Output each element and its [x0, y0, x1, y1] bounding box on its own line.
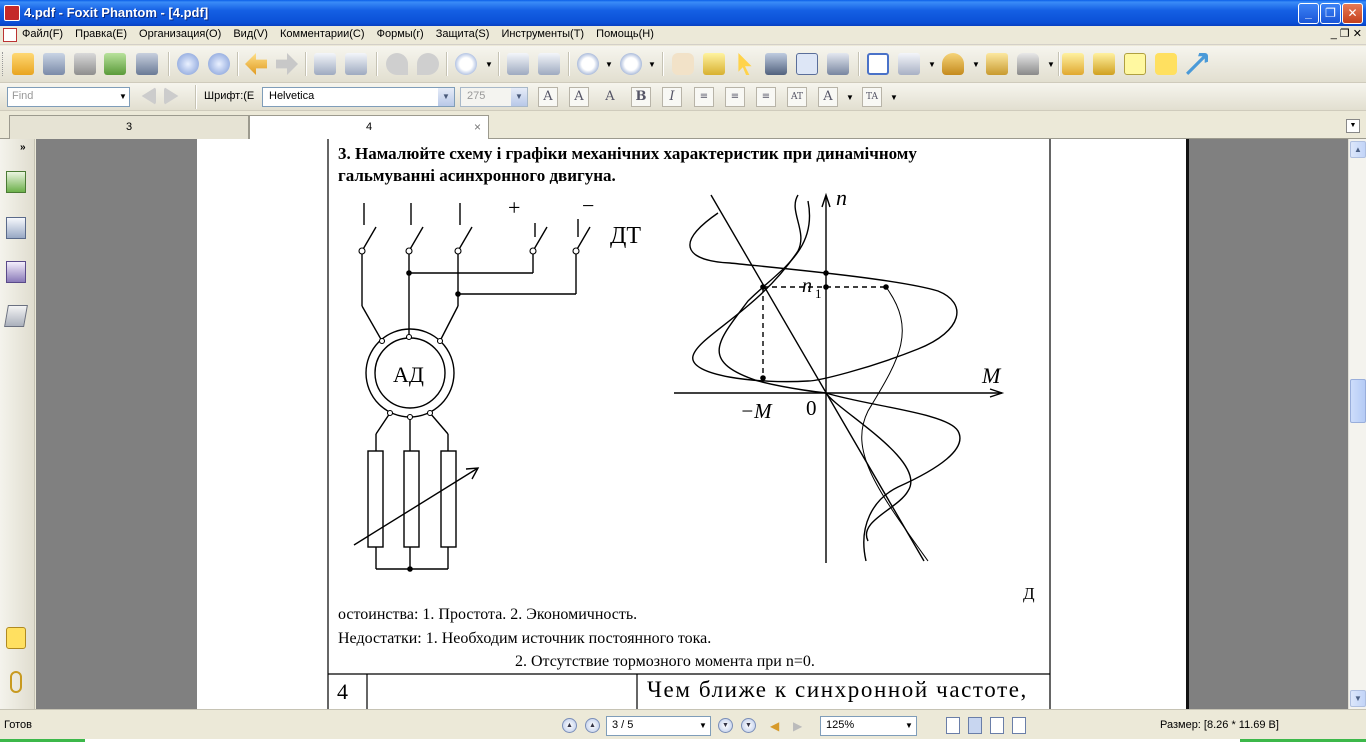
axis-m-label: M [982, 363, 1001, 388]
history-forward-icon[interactable]: ▶ [793, 719, 803, 733]
toolbar-separator [305, 52, 307, 76]
origin-label: 0 [806, 396, 817, 420]
vertical-scrollbar[interactable] [1348, 139, 1366, 709]
dc-plus-label: + [508, 195, 521, 220]
disadvantages-line1: Недостатки: 1. Необходим источник постоянного тока. [338, 630, 712, 647]
toolbar-separator [237, 52, 239, 76]
navigation-panel [0, 139, 35, 709]
email-icon[interactable] [104, 53, 126, 75]
font-family-select[interactable] [262, 87, 455, 107]
dt-label: ДТ [610, 223, 642, 249]
next-row-text: Чем ближе к синхронной частоте, [647, 677, 1028, 702]
toolbar-separator [195, 85, 197, 109]
stamp-icon[interactable] [942, 53, 964, 75]
axis-n-label: n [836, 191, 847, 210]
last-page-icon[interactable]: ▼ [741, 718, 756, 733]
arrow-tool-icon[interactable] [1186, 53, 1208, 75]
align-right-icon[interactable]: ≡ [756, 87, 776, 107]
scan-icon[interactable] [136, 53, 158, 75]
text-plain-icon[interactable]: A [605, 89, 615, 104]
toolbar-separator [858, 52, 860, 76]
disadvantages-line2: 2. Отсутствие тормозного момента при n=0. [515, 653, 815, 670]
typewriter-icon[interactable] [898, 53, 920, 75]
page-number-value: 3 / 5 [612, 719, 634, 731]
menu-help[interactable]: Помощь(H) [596, 28, 654, 40]
next-page-icon[interactable] [208, 53, 230, 75]
italic-icon[interactable]: I [662, 87, 682, 107]
font-size-select[interactable] [460, 87, 528, 107]
window-title: 4.pdf - Foxit Phantom - [4.pdf] [24, 5, 209, 20]
document-view[interactable] [36, 139, 1348, 709]
page-number-input[interactable] [606, 716, 711, 736]
tab-list-dropdown-icon[interactable]: ▼ [1346, 119, 1360, 133]
char-spacing-icon[interactable]: AT [787, 87, 807, 107]
tab-label: 4 [365, 121, 373, 133]
bold-icon[interactable]: B [631, 87, 651, 107]
redo-icon[interactable] [417, 53, 439, 75]
toolbar-separator [376, 52, 378, 76]
menu-comments[interactable]: Комментарии(C) [279, 28, 365, 40]
previous-page-icon[interactable] [177, 53, 199, 75]
braking-diagram [338, 191, 1038, 601]
typewriter-dropdown-icon[interactable]: ▼ [928, 60, 936, 69]
toolbar-separator [1058, 52, 1060, 76]
pages-icon[interactable] [6, 217, 26, 239]
continuous-facing-view-icon[interactable] [1012, 717, 1026, 734]
text-scale-icon[interactable]: A [818, 87, 838, 107]
toolbar-separator [498, 52, 500, 76]
note-edit-icon[interactable] [1062, 53, 1084, 75]
page-size-info: Размер: [8.26 * 11.69 В] [1160, 719, 1279, 731]
find-dropdown-icon[interactable]: ▼ [119, 92, 127, 101]
print-icon[interactable] [74, 53, 96, 75]
align-left-icon[interactable]: ≡ [694, 87, 714, 107]
format-toolbar [0, 83, 1366, 111]
menu-edit[interactable]: Правка(E) [75, 28, 127, 40]
zoom-out-icon[interactable] [577, 53, 599, 75]
text-highlight-icon[interactable]: A [569, 87, 589, 107]
zoom-dropdown-arrow-icon[interactable]: ▼ [485, 60, 493, 69]
prev-page-icon[interactable]: ▲ [585, 718, 600, 733]
menu-organize[interactable]: Организация(O) [139, 28, 222, 40]
menu-bar [0, 26, 1366, 45]
n1-label: n [802, 275, 812, 297]
history-back-icon[interactable]: ◀ [770, 719, 780, 733]
zoom-in-icon[interactable] [455, 53, 477, 75]
fit-width-icon[interactable] [538, 53, 560, 75]
zoom-level-input[interactable] [820, 716, 917, 736]
zoom-level-dropdown-icon[interactable]: ▼ [905, 721, 913, 730]
menu-list [22, 28, 663, 40]
save-icon[interactable] [43, 53, 65, 75]
toolbar-separator [168, 52, 170, 76]
zoom-out-dropdown-icon[interactable]: ▼ [605, 60, 613, 69]
minus-m-label: −M [740, 399, 772, 423]
title-bar[interactable] [0, 0, 1366, 26]
menu-tools[interactable]: Инструменты(T) [501, 28, 585, 40]
zoom-in-dropdown-icon[interactable]: ▼ [648, 60, 656, 69]
scroll-up-icon[interactable]: ▲ [1350, 141, 1366, 158]
toolbar-separator [662, 52, 664, 76]
single-page-view-icon[interactable] [946, 717, 960, 734]
font-family-dropdown-icon[interactable]: ▼ [438, 88, 454, 106]
lock-dropdown-icon[interactable]: ▼ [1047, 60, 1055, 69]
document-tab-strip [0, 113, 1366, 139]
dc-minus-label: − [582, 193, 595, 218]
first-page-icon[interactable]: ▲ [562, 718, 577, 733]
mdi-window-controls[interactable]: _ ❐ ✕ [1330, 28, 1362, 40]
comments-panel-icon[interactable] [6, 627, 26, 649]
zoom-level-value: 125% [826, 719, 855, 731]
align-center-icon[interactable]: ≡ [725, 87, 745, 107]
document-icon[interactable] [3, 28, 17, 42]
question-title-line2: гальмуванні асинхронного двигуна. [338, 166, 616, 185]
select-arrow-icon[interactable] [734, 53, 756, 75]
next-row-number: 4 [337, 679, 348, 704]
minimize-button[interactable]: _ [1298, 3, 1319, 24]
question-title-line1: 3. Намалюйте схему і графіки механічних характеристик при динамічному [338, 144, 917, 163]
zoom-in-plus-icon[interactable] [620, 53, 642, 75]
restore-button[interactable]: ❐ [1320, 3, 1341, 24]
advantages-line: остоинства: 1. Простота. 2. Экономичность. [338, 606, 638, 623]
snapshot-icon[interactable] [827, 53, 849, 75]
expand-panel-icon[interactable]: » [20, 142, 26, 153]
font-size-value: 275 [467, 90, 486, 102]
main-toolbar [0, 46, 1366, 83]
find-input[interactable] [7, 87, 130, 107]
undo-icon[interactable] [386, 53, 408, 75]
scroll-down-icon[interactable]: ▼ [1350, 690, 1366, 707]
paperclip-icon[interactable] [10, 671, 22, 693]
layers-icon[interactable] [6, 261, 26, 283]
toolbar-separator [446, 52, 448, 76]
text-box-icon[interactable] [1124, 53, 1146, 75]
page-dropdown-icon[interactable]: ▼ [699, 721, 707, 730]
forward-arrow-icon[interactable] [276, 53, 298, 75]
pdf-page [197, 139, 1189, 709]
lock-icon[interactable] [1017, 53, 1039, 75]
menu-view[interactable]: Вид(V) [233, 28, 268, 40]
next-page-icon[interactable]: ▼ [718, 718, 733, 733]
insert-pages-icon[interactable] [345, 53, 367, 75]
page-letter-d: Д [1023, 584, 1035, 603]
toolbar-grip[interactable] [2, 52, 5, 76]
text-color-icon[interactable]: A [538, 87, 558, 107]
loupe-icon[interactable] [703, 53, 725, 75]
line-spacing-icon[interactable]: TA [862, 87, 882, 107]
bookmarks-icon[interactable] [6, 171, 26, 193]
tab-close-icon[interactable]: × [473, 120, 481, 134]
menu-forms[interactable]: Формы(r) [376, 28, 424, 40]
rectangle-tool-icon[interactable] [867, 53, 889, 75]
text-select-icon[interactable] [796, 53, 818, 75]
binoculars-icon[interactable] [765, 53, 787, 75]
back-arrow-icon[interactable] [245, 53, 267, 75]
fit-page-icon[interactable] [507, 53, 529, 75]
tab-document-4[interactable] [249, 115, 489, 139]
text-scale-dropdown-icon[interactable]: ▼ [846, 93, 854, 102]
tab-document-3[interactable] [9, 115, 249, 139]
open-icon[interactable] [12, 53, 34, 75]
find-next-icon[interactable] [164, 87, 182, 105]
line-spacing-dropdown-icon[interactable]: ▼ [890, 93, 898, 102]
attachments-stack-icon[interactable] [4, 305, 28, 327]
find-placeholder: Find [12, 90, 34, 102]
comment-icon[interactable] [1155, 53, 1177, 75]
form-check-icon[interactable] [1093, 53, 1115, 75]
close-button[interactable]: ✕ [1342, 3, 1363, 24]
motor-label: АД [393, 362, 424, 387]
menu-protect[interactable]: Защита(S) [435, 28, 490, 40]
menu-file[interactable]: Файл(F) [22, 28, 64, 40]
hand-tool-icon[interactable] [672, 53, 694, 75]
sign-pen-icon[interactable] [986, 53, 1008, 75]
continuous-view-icon[interactable] [968, 717, 982, 734]
font-label: Шрифт:(E [204, 90, 255, 102]
scroll-thumb[interactable] [1350, 379, 1366, 423]
stamp-dropdown-icon[interactable]: ▼ [972, 60, 980, 69]
font-family-value: Helvetica [269, 90, 315, 102]
toolbar-separator [568, 52, 570, 76]
find-previous-icon[interactable] [138, 87, 156, 105]
font-size-dropdown-icon[interactable]: ▼ [511, 88, 527, 106]
status-bar [0, 709, 1366, 742]
tab-label: 3 [125, 121, 133, 133]
facing-view-icon[interactable] [990, 717, 1004, 734]
foxit-app-icon[interactable] [4, 5, 20, 21]
status-ready-text: Готов [4, 719, 32, 731]
n1-subscript: 1 [815, 286, 822, 301]
extract-pages-icon[interactable] [314, 53, 336, 75]
